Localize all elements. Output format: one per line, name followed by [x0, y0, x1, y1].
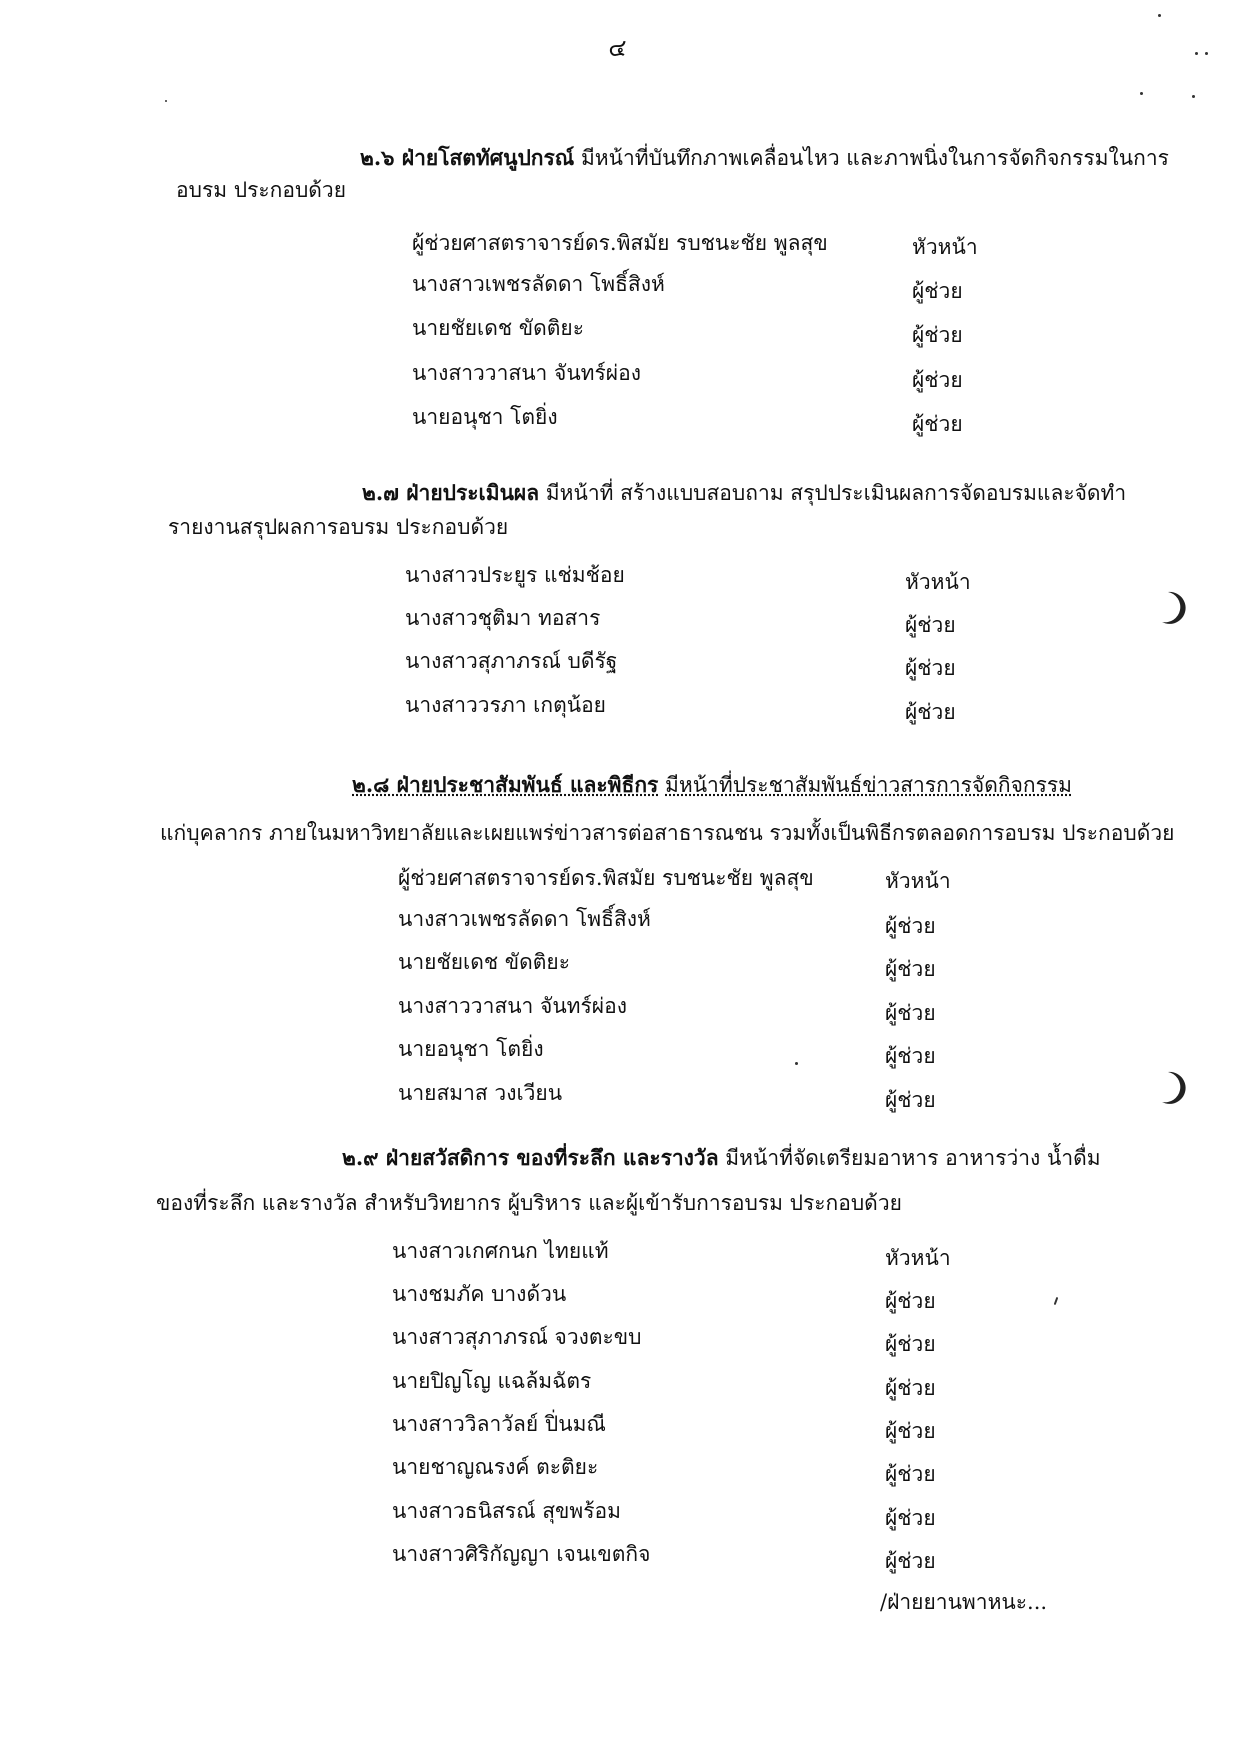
section-2-9-member-name: นางสาวเกศกนก ไทยแท้: [392, 1239, 609, 1263]
section-2-9-member-name: นางสาวธนิสรณ์ สุขพร้อม: [392, 1499, 621, 1523]
section-2-6-member-name: นางสาวเพชรลัดดา โพธิ์สิงห์: [412, 272, 665, 296]
section-2-6-member-role: ผู้ช่วย: [912, 323, 963, 347]
section-2-6-member-role: ผู้ช่วย: [912, 368, 963, 392]
section-2-9-member-role: ผู้ช่วย: [885, 1462, 936, 1486]
section-2-9-desc: มีหน้าที่จัดเตรียมอาหาร อาหารว่าง น้ำดื่ม: [725, 1146, 1101, 1170]
section-2-7-member-role: หัวหน้า: [905, 570, 971, 594]
section-2-8-member-name: นายชัยเดช ขัดติยะ: [398, 950, 570, 974]
scan-speck: [795, 1062, 798, 1065]
section-2-8-member-name: ผู้ช่วยศาสตราจารย์ดร.พิสมัย รบชนะชัย พูลสุข: [398, 866, 814, 890]
section-2-8-member-role: ผู้ช่วย: [885, 1044, 936, 1068]
section-2-8-member-role: ผู้ช่วย: [885, 1001, 936, 1025]
section-2-9-member-name: นางสาววิลาวัลย์ ปิ่นมณี: [392, 1412, 606, 1436]
section-2-6-title: ๒.๖ ฝ่ายโสตทัศนูปกรณ์: [360, 145, 575, 170]
section-2-6-member-role: ผู้ช่วย: [912, 279, 963, 303]
section-2-7-desc-cont: รายงานสรุปผลการอบรม ประกอบด้วย: [168, 515, 509, 539]
section-2-7-member-name: นางสาวชุติมา ทอสาร: [405, 606, 601, 630]
section-2-7-member-name: นางสาวสุภาภรณ์ บดีรัฐ: [405, 649, 618, 673]
section-2-8-member-role: ผู้ช่วย: [885, 957, 936, 981]
scan-speck: [165, 100, 167, 102]
section-2-9-member-role: ผู้ช่วย: [885, 1549, 936, 1573]
section-2-6-member-name: นายชัยเดช ขัดติยะ: [412, 316, 584, 340]
section-2-8-member-role: ผู้ช่วย: [885, 1088, 936, 1112]
section-2-8-title: ๒.๘ ฝ่ายประชาสัมพันธ์ และพิธีกร: [352, 772, 659, 797]
scan-speck: [1054, 1297, 1059, 1305]
section-2-9-member-role: ผู้ช่วย: [885, 1332, 936, 1356]
section-2-9-member-name: นายปิญโญ แฉล้มฉัตร: [392, 1369, 592, 1393]
section-2-7-member-name: นางสาววรภา เกตุน้อย: [405, 693, 606, 717]
section-2-7-desc: มีหน้าที่ สร้างแบบสอบถาม สรุปประเมินผลการจัดอบรมและจัดทำ: [545, 481, 1127, 505]
section-2-9-member-name: นางชมภัค บางด้วน: [392, 1282, 567, 1306]
section-2-6-heading: [360, 143, 1169, 173]
section-2-6-member-role: หัวหน้า: [912, 235, 978, 259]
section-2-6-member-name: นายอนุชา โตยิ่ง: [412, 405, 558, 429]
section-2-9-member-name: นางสาวศิริกัญญา เจนเขตกิจ: [392, 1542, 651, 1566]
section-2-8-member-role: หัวหน้า: [885, 869, 951, 893]
continuation-note: /ฝ่ายยานพาหนะ...: [880, 1590, 1048, 1614]
section-2-9-member-role: หัวหน้า: [885, 1246, 951, 1270]
section-2-9-title: ๒.๙ ฝ่ายสวัสดิการ ของที่ระลึก และรางวัล: [342, 1145, 719, 1170]
scan-speck: [1192, 95, 1195, 98]
scan-speck: [1205, 52, 1208, 55]
section-2-7-heading: [362, 478, 1126, 508]
section-2-9-member-role: ผู้ช่วย: [885, 1506, 936, 1530]
hole-punch-mark-icon: [1158, 590, 1188, 626]
page-number: ๔: [608, 34, 627, 62]
section-2-7-member-name: นางสาวประยูร แช่มช้อย: [405, 563, 625, 587]
section-2-6-member-name: นางสาววาสนา จันทร์ผ่อง: [412, 361, 641, 385]
section-2-9-member-role: ผู้ช่วย: [885, 1419, 936, 1443]
section-2-6-desc: มีหน้าที่บันทึกภาพเคลื่อนไหว และภาพนิ่งในการจัดกิจกรรมในการ: [580, 146, 1169, 170]
section-2-9-heading: [342, 1143, 1101, 1173]
section-2-8-member-name: นายสมาส วงเวียน: [398, 1081, 563, 1105]
hole-punch-mark-icon: [1158, 1070, 1188, 1106]
section-2-9-member-role: ผู้ช่วย: [885, 1376, 936, 1400]
section-2-8-member-role: ผู้ช่วย: [885, 914, 936, 938]
section-2-7-member-role: ผู้ช่วย: [905, 656, 956, 680]
section-2-7-member-role: ผู้ช่วย: [905, 613, 956, 637]
section-2-9-member-name: นายชาญณรงค์ ตะติยะ: [392, 1455, 599, 1479]
scan-speck: [1140, 92, 1143, 95]
section-2-9-member-role: ผู้ช่วย: [885, 1289, 936, 1313]
section-2-9-desc-cont: ของที่ระลึก และรางวัล สำหรับวิทยากร ผู้บริหาร และผู้เข้ารับการอบรม ประกอบด้วย: [156, 1191, 902, 1215]
section-2-8-desc: มีหน้าที่ประชาสัมพันธ์ข่าวสารการจัดกิจกรรม: [665, 773, 1072, 797]
section-2-9-member-name: นางสาวสุภาภรณ์ จวงตะขบ: [392, 1325, 642, 1349]
section-2-8-member-name: นางสาววาสนา จันทร์ผ่อง: [398, 994, 627, 1018]
section-2-6-member-role: ผู้ช่วย: [912, 412, 963, 436]
scan-speck: [1195, 52, 1198, 55]
section-2-6-member-name: ผู้ช่วยศาสตราจารย์ดร.พิสมัย รบชนะชัย พูลสุข: [412, 231, 828, 255]
scan-speck: [1158, 14, 1161, 17]
section-2-8-member-name: นายอนุชา โตยิ่ง: [398, 1037, 544, 1061]
section-2-7-member-role: ผู้ช่วย: [905, 700, 956, 724]
section-2-6-desc-cont: อบรม ประกอบด้วย: [176, 178, 347, 202]
section-2-8-heading: [352, 770, 1072, 800]
section-2-8-desc-cont: แก่บุคลากร ภายในมหาวิทยาลัยและเผยแพร่ข่าวสารต่อสาธารณชน รวมทั้งเป็นพิธีกรตลอดการอบรม ประกอบด้วย: [160, 821, 1175, 845]
section-2-8-member-name: นางสาวเพชรลัดดา โพธิ์สิงห์: [398, 907, 651, 931]
section-2-7-title: ๒.๗ ฝ่ายประเมินผล: [362, 480, 540, 505]
